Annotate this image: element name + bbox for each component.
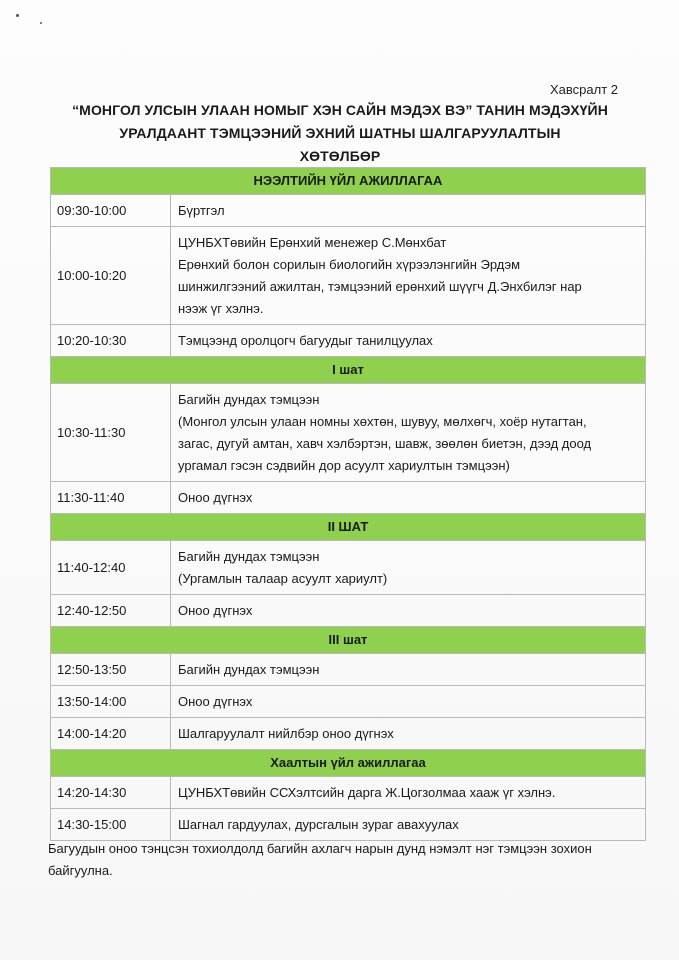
activity-cell (171, 227, 646, 325)
title-line: ХӨТӨЛБӨР (299, 148, 381, 164)
time-range: 10:00-10:20 (57, 268, 127, 283)
time-cell (51, 227, 171, 325)
time-cell (51, 195, 171, 227)
paper-speck (16, 14, 19, 17)
activity-text: Шалгаруулалт нийлбэр оноо дүгнэх (178, 726, 394, 741)
time-range: 09:30-10:00 (57, 203, 127, 218)
section-header-row (51, 750, 646, 777)
section-heading: II ШАТ (51, 514, 646, 541)
time-cell (51, 482, 171, 514)
time-range: 12:40-12:50 (57, 603, 127, 618)
activity-text: Багийн дундах тэмцээн (178, 549, 320, 564)
schedule-row (51, 325, 646, 357)
activity-text: Тэмцээнд оролцогч багуудыг танилцуулах (178, 333, 433, 348)
activity-text: Оноо дүгнэх (178, 490, 253, 505)
activity-cell (171, 686, 646, 718)
activity-text: Ерөнхий болон сорилын биологийн хүрээлэнгийн Эрдэм (178, 257, 521, 272)
appendix-label: Хавсралт 2 (549, 82, 618, 97)
time-cell (51, 654, 171, 686)
activity-text: Багийн дундах тэмцээн (178, 662, 320, 677)
activity-text: Оноо дүгнэх (178, 603, 253, 618)
time-cell (51, 541, 171, 595)
schedule-row (51, 227, 646, 325)
title-line: УРАЛДААНТ ТЭМЦЭЭНИЙ ЭХНИЙ ШАТНЫ ШАЛГАРУУЛАЛТЫН (119, 125, 561, 141)
section-heading: I шат (51, 357, 646, 384)
activity-text: нээж үг хэлнэ. (178, 301, 264, 316)
time-cell (51, 384, 171, 482)
schedule-row (51, 654, 646, 686)
time-cell (51, 325, 171, 357)
time-range: 10:20-10:30 (57, 333, 127, 348)
schedule-row (51, 195, 646, 227)
activity-cell (171, 325, 646, 357)
activity-text: ургамал гэсэн сэдвийн дор асуулт хариултын тэмцээн) (178, 458, 510, 473)
activity-text: ЦУНБХТөвийн Ерөнхий менежер С.Мөнхбат (178, 235, 447, 250)
time-cell (51, 718, 171, 750)
time-range: 12:50-13:50 (57, 662, 127, 677)
paper-speck (40, 22, 42, 24)
activity-text: Шагнал гардуулах, дурсгалын зураг авахуулах (178, 817, 459, 832)
section-heading: НЭЭЛТИЙН ҮЙЛ АЖИЛЛАГАА (51, 168, 646, 195)
time-range: 11:30-11:40 (57, 490, 125, 505)
document-title (60, 99, 620, 168)
activity-text: шинжилгээний ажилтан, тэмцээний ерөнхий шүүгч Д.Энхбилэг нар (178, 279, 582, 294)
activity-cell (171, 777, 646, 809)
activity-cell (171, 384, 646, 482)
activity-cell (171, 482, 646, 514)
activity-text: Оноо дүгнэх (178, 694, 253, 709)
activity-cell (171, 195, 646, 227)
schedule-row (51, 777, 646, 809)
schedule-row (51, 686, 646, 718)
schedule-row (51, 384, 646, 482)
time-cell (51, 777, 171, 809)
activity-cell (171, 541, 646, 595)
activity-text: Бүртгэл (178, 203, 225, 218)
activity-text: загас, дугуй амтан, хавч хэлбэртэн, шавж, зөөлөн биетэн, дээд доод (178, 436, 592, 451)
activity-cell (171, 809, 646, 841)
activity-cell (171, 595, 646, 627)
time-range: 13:50-14:00 (57, 694, 127, 709)
time-cell (51, 595, 171, 627)
time-range: 11:40-12:40 (57, 560, 126, 575)
section-header-row (51, 514, 646, 541)
activity-cell (171, 718, 646, 750)
activity-text: Багийн дундах тэмцээн (178, 392, 320, 407)
section-heading: III шат (51, 627, 646, 654)
footnote: Багуудын оноо тэнцсэн тохиолдолд багийн ахлагч нарын дунд нэмэлт нэг тэмцээн зохион байгуулна. (48, 841, 592, 878)
schedule-table (50, 167, 646, 841)
time-cell (51, 686, 171, 718)
schedule-row (51, 541, 646, 595)
activity-text: (Ургамлын талаар асуулт хариулт) (178, 571, 388, 586)
time-range: 14:30-15:00 (57, 817, 127, 832)
title-line: “МОНГОЛ УЛСЫН УЛААН НОМЫГ ХЭН САЙН МЭДЭХ ВЭ” ТАНИН МЭДЭХҮЙН (72, 102, 608, 118)
time-cell (51, 809, 171, 841)
schedule-row (51, 595, 646, 627)
activity-text: ЦУНБХТөвийн ССХэлтсийн дарга Ж.Цогзолмаа хааж үг хэлнэ. (178, 785, 556, 800)
schedule-row (51, 482, 646, 514)
schedule-row (51, 809, 646, 841)
section-heading: Хаалтын үйл ажиллагаа (51, 750, 646, 777)
section-header-row (51, 627, 646, 654)
time-range: 14:00-14:20 (57, 726, 127, 741)
activity-cell (171, 654, 646, 686)
activity-text: (Монгол улсын улаан номны хөхтөн, шувуу, мөлхөгч, хоёр нутагтан, (178, 414, 587, 429)
section-header-row (51, 357, 646, 384)
schedule-row (51, 718, 646, 750)
section-header-row (51, 168, 646, 195)
time-range: 10:30-11:30 (57, 425, 126, 440)
time-range: 14:20-14:30 (57, 785, 127, 800)
